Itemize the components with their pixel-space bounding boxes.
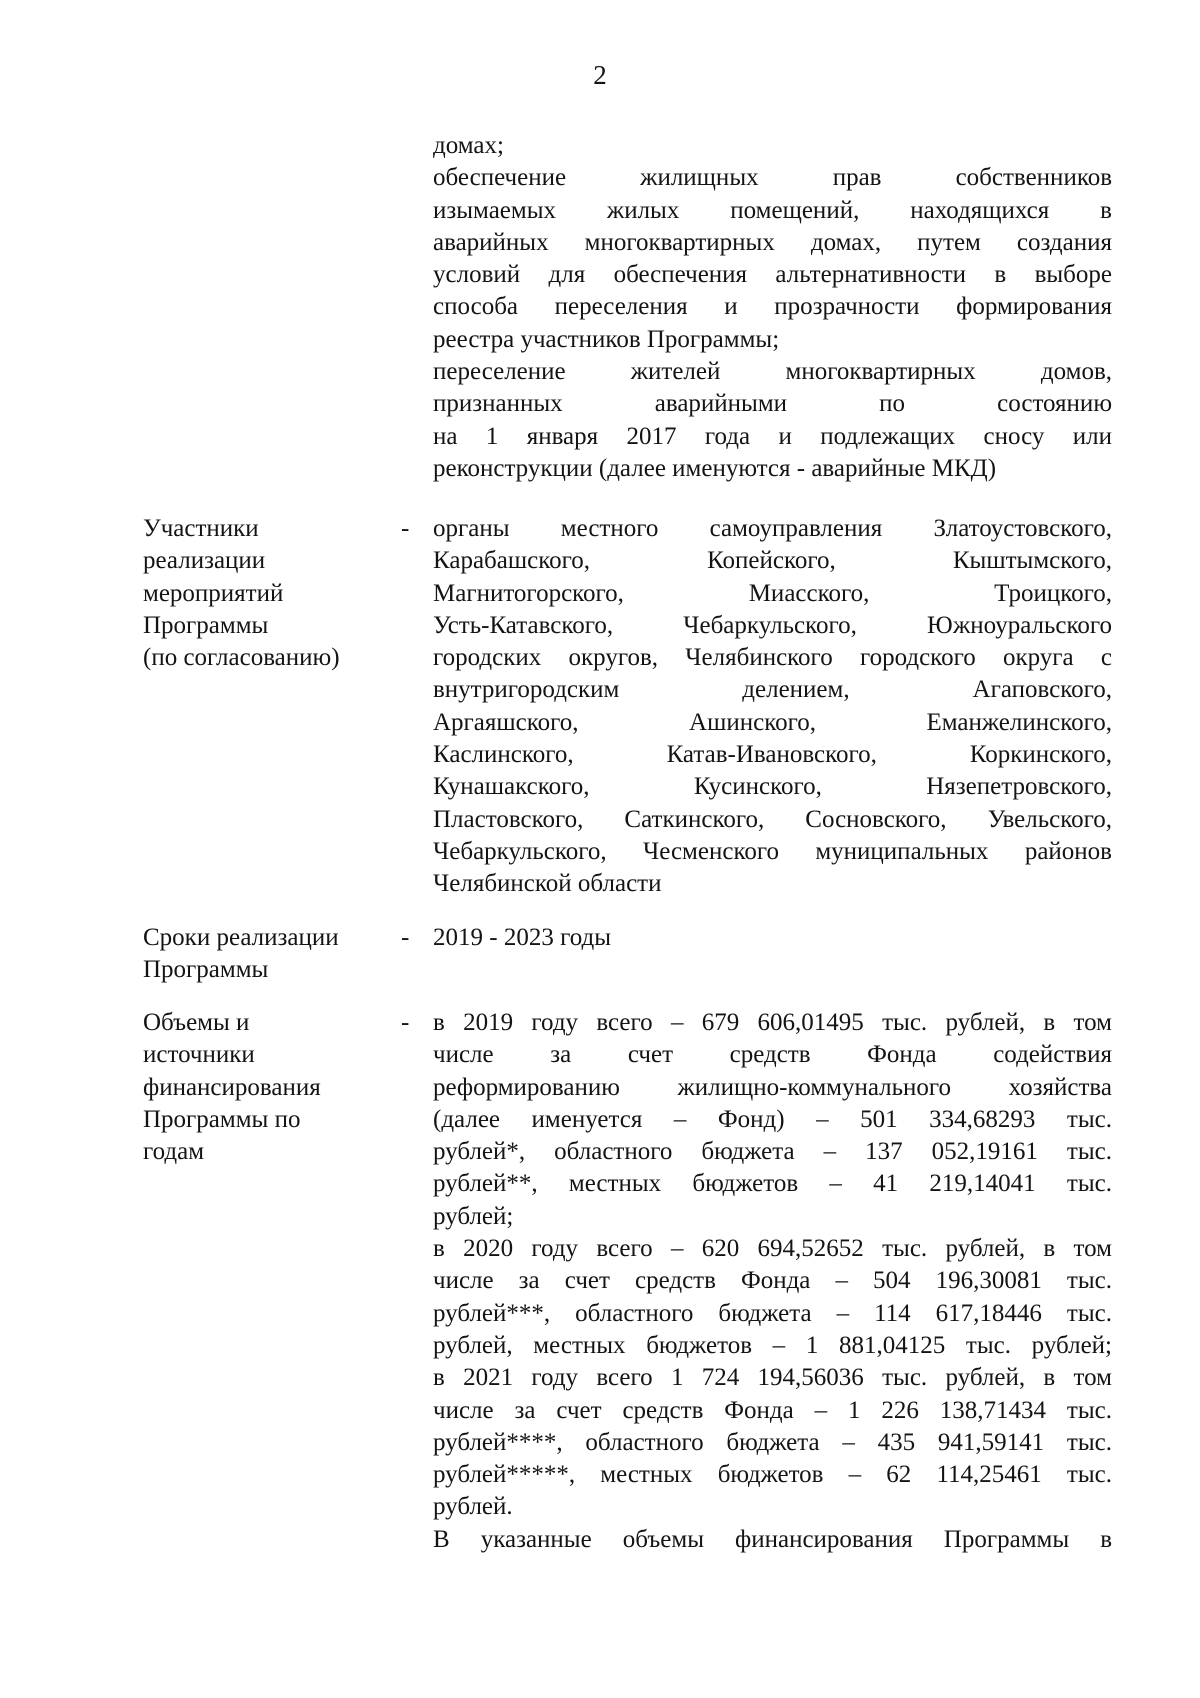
section-content bbox=[433, 1007, 1112, 1556]
text-line: обеспечение жилищных прав собственников bbox=[433, 164, 1112, 192]
label-line: источники bbox=[143, 1041, 255, 1069]
label-line: мероприятий bbox=[143, 579, 284, 607]
text-line: городских округов, Челябинского городского округа с bbox=[433, 644, 1112, 672]
text-line: признанных аварийными по состоянию bbox=[433, 390, 1112, 418]
text-line: условий для обеспечения альтернативности в выборе bbox=[433, 261, 1112, 289]
text-line: числе за счет средств Фонда – 504 196,30081 тыс. bbox=[433, 1267, 1112, 1295]
text-line: рублей*****, местных бюджетов – 62 114,25461 тыс. bbox=[433, 1461, 1112, 1489]
text-line: в 2020 году всего – 620 694,52652 тыс. рублей, в том bbox=[433, 1235, 1112, 1263]
text-line: Магнитогорского, Миасского, Троицкого, bbox=[433, 579, 1112, 607]
section-dash: - bbox=[401, 924, 410, 951]
label-line: Программы bbox=[143, 956, 269, 984]
text-line: рублей*, областного бюджета – 137 052,19161 тыс. bbox=[433, 1138, 1112, 1166]
label-line: Программы bbox=[143, 611, 269, 639]
text-line: рублей, местных бюджетов – 1 881,04125 тыс. рублей; bbox=[433, 1331, 1112, 1359]
text-line: рублей; bbox=[433, 1202, 514, 1230]
text-line: изымаемых жилых помещений, находящихся в bbox=[433, 196, 1112, 224]
text-line: в 2021 году всего 1 724 194,56036 тыс. рублей, в том bbox=[433, 1364, 1112, 1392]
text-line: переселение жителей многоквартирных домов, bbox=[433, 358, 1112, 386]
text-line: Челябинской области bbox=[433, 870, 662, 898]
section-content bbox=[433, 513, 1112, 901]
label-line: реализации bbox=[143, 547, 266, 575]
text-line: числе за счет средств Фонда содействия bbox=[433, 1041, 1112, 1069]
label-line: Объемы и bbox=[143, 1009, 250, 1036]
section-label bbox=[143, 1007, 373, 1168]
text-line: Каслинского, Катав-Ивановского, Коркинского, bbox=[433, 741, 1112, 769]
section-label bbox=[143, 922, 373, 987]
page-number: 2 bbox=[593, 60, 607, 90]
text-line: рублей. bbox=[433, 1493, 513, 1521]
text-line: Чебаркульского, Чесменского муниципальных районов bbox=[433, 837, 1112, 865]
text-line: рублей***, областного бюджета – 114 617,18446 тыс. bbox=[433, 1299, 1112, 1327]
text-line: реконструкции (далее именуются - аварийные МКД) bbox=[433, 454, 997, 482]
section-label bbox=[143, 513, 373, 674]
text-line: 2019 - 2023 годы bbox=[433, 924, 612, 951]
section-dash: - bbox=[401, 515, 410, 542]
intro-paragraph bbox=[433, 130, 1112, 485]
section-content bbox=[433, 922, 1112, 954]
label-line: Участники bbox=[143, 515, 259, 542]
text-line: (далее именуется – Фонд) – 501 334,68293 тыс. bbox=[433, 1105, 1112, 1133]
text-line: способа переселения и прозрачности формирования bbox=[433, 293, 1112, 321]
text-line: рублей****, областного бюджета – 435 941,59141 тыс. bbox=[433, 1428, 1112, 1456]
text-line: реформированию жилищно-коммунального хозяйства bbox=[433, 1073, 1112, 1101]
text-line: в 2019 году всего – 679 606,01495 тыс. рублей, в том bbox=[433, 1009, 1112, 1036]
text-line: Усть-Катавского, Чебаркульского, Южноуральского bbox=[433, 611, 1112, 639]
label-line: финансирования bbox=[143, 1073, 321, 1101]
text-line: Аргаяшского, Ашинского, Еманжелинского, bbox=[433, 708, 1112, 736]
text-line: домах; bbox=[433, 132, 504, 159]
label-line: Сроки реализации bbox=[143, 924, 339, 951]
label-line: (по согласованию) bbox=[143, 644, 340, 672]
text-line: В указанные объемы финансирования Программы в bbox=[433, 1525, 1112, 1553]
text-line: реестра участников Программы; bbox=[433, 325, 780, 353]
text-line: органы местного самоуправления Златоустовского, bbox=[433, 515, 1112, 542]
text-line: рублей**, местных бюджетов – 41 219,14041 тыс. bbox=[433, 1170, 1112, 1198]
label-line: Программы по bbox=[143, 1105, 301, 1133]
text-line: Карабашского, Копейского, Кыштымского, bbox=[433, 547, 1112, 575]
label-line: годам bbox=[143, 1138, 205, 1166]
text-line: на 1 января 2017 года и подлежащих сносу или bbox=[433, 422, 1112, 450]
text-line: числе за счет средств Фонда – 1 226 138,71434 тыс. bbox=[433, 1396, 1112, 1424]
text-line: внутригородским делением, Агаповского, bbox=[433, 676, 1112, 704]
section-dash: - bbox=[401, 1009, 410, 1036]
text-line: Пластовского, Саткинского, Сосновского, Увельского, bbox=[433, 805, 1112, 833]
text-line: Кунашакского, Кусинского, Нязепетровского, bbox=[433, 773, 1112, 801]
text-line: аварийных многоквартирных домах, путем создания bbox=[433, 228, 1112, 256]
